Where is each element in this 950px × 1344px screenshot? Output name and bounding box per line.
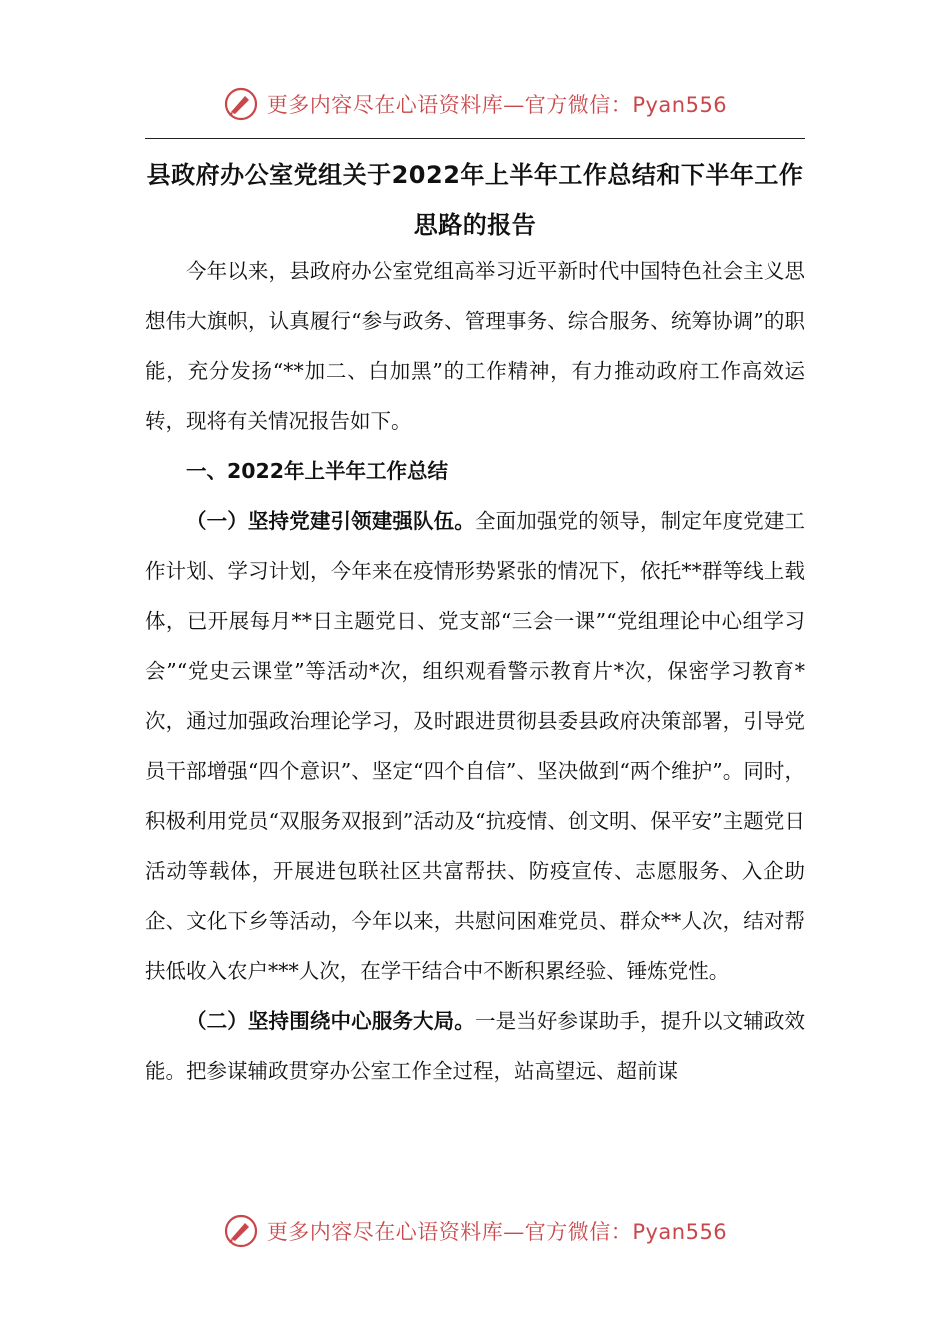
item1-paragraph — [145, 496, 805, 996]
item1-body: 全面加强党的领导，制定年度党建工作计划、学习计划，今年来在疫情形势紧张的情况下，依托**群等线上载体，已开展每月**日主题党日、党支部“三会一课”“党组理论中心组学习会”“党史云课堂”等活动*次，组织观看警示教育片*次，保密学习教育*次，通过加强政治理论学习，及时跟进贯彻县委县政府决策部署，引导党员干部增强“四个意识”、坚定“四个自信”、坚决做到“两个维护”。同时，积极利用党员“双服务双报到”活动及“抗疫情、创文明、保平安”主题党日活动等载体，开展进包联社区共富帮扶、防疫宣传、志愿服务、入企助企、文化下乡等活动，今年以来，共慰问困难党员、群众**人次，结对帮扶低收入农户***人次，在学干结合中不断积累经验、锤炼党性。 — [145, 509, 806, 983]
intro-paragraph: 今年以来，县政府办公室党组高举习近平新时代中国特色社会主义思想伟大旗帜，认真履行“参与政务、管理事务、综合服务、统筹协调”的职能，充分发扬“**加二、白加黑”的工作精神，有力推动政府工作高效运转，现将有关情况报告如下。 — [145, 259, 805, 433]
header-banner — [0, 82, 950, 126]
item2-body: 一是当好参谋助手，提升以文辅政效能。把参谋辅政贯穿办公室工作全过程，站高望远、超前谋 — [145, 1009, 806, 1083]
pen-logo-icon — [223, 86, 259, 122]
item2-paragraph — [145, 996, 805, 1096]
section-heading: 一、2022年上半年工作总结 — [186, 459, 449, 483]
header-divider — [145, 138, 805, 139]
banner-text: 更多内容尽在心语资料库—官方微信：Pyan556 — [266, 1220, 728, 1244]
banner-text: 更多内容尽在心语资料库—官方微信：Pyan556 — [266, 93, 728, 117]
document-body — [145, 246, 805, 1096]
item2-lead: （二）坚持围绕中心服务大局。 — [186, 1009, 475, 1033]
footer-banner — [0, 1209, 950, 1253]
pen-logo-icon — [223, 1213, 259, 1249]
item1-lead: （一）坚持党建引领建强队伍。 — [186, 509, 475, 533]
document-title: 县政府办公室党组关于2022年上半年工作总结和下半年工作思路的报告 — [146, 161, 804, 239]
